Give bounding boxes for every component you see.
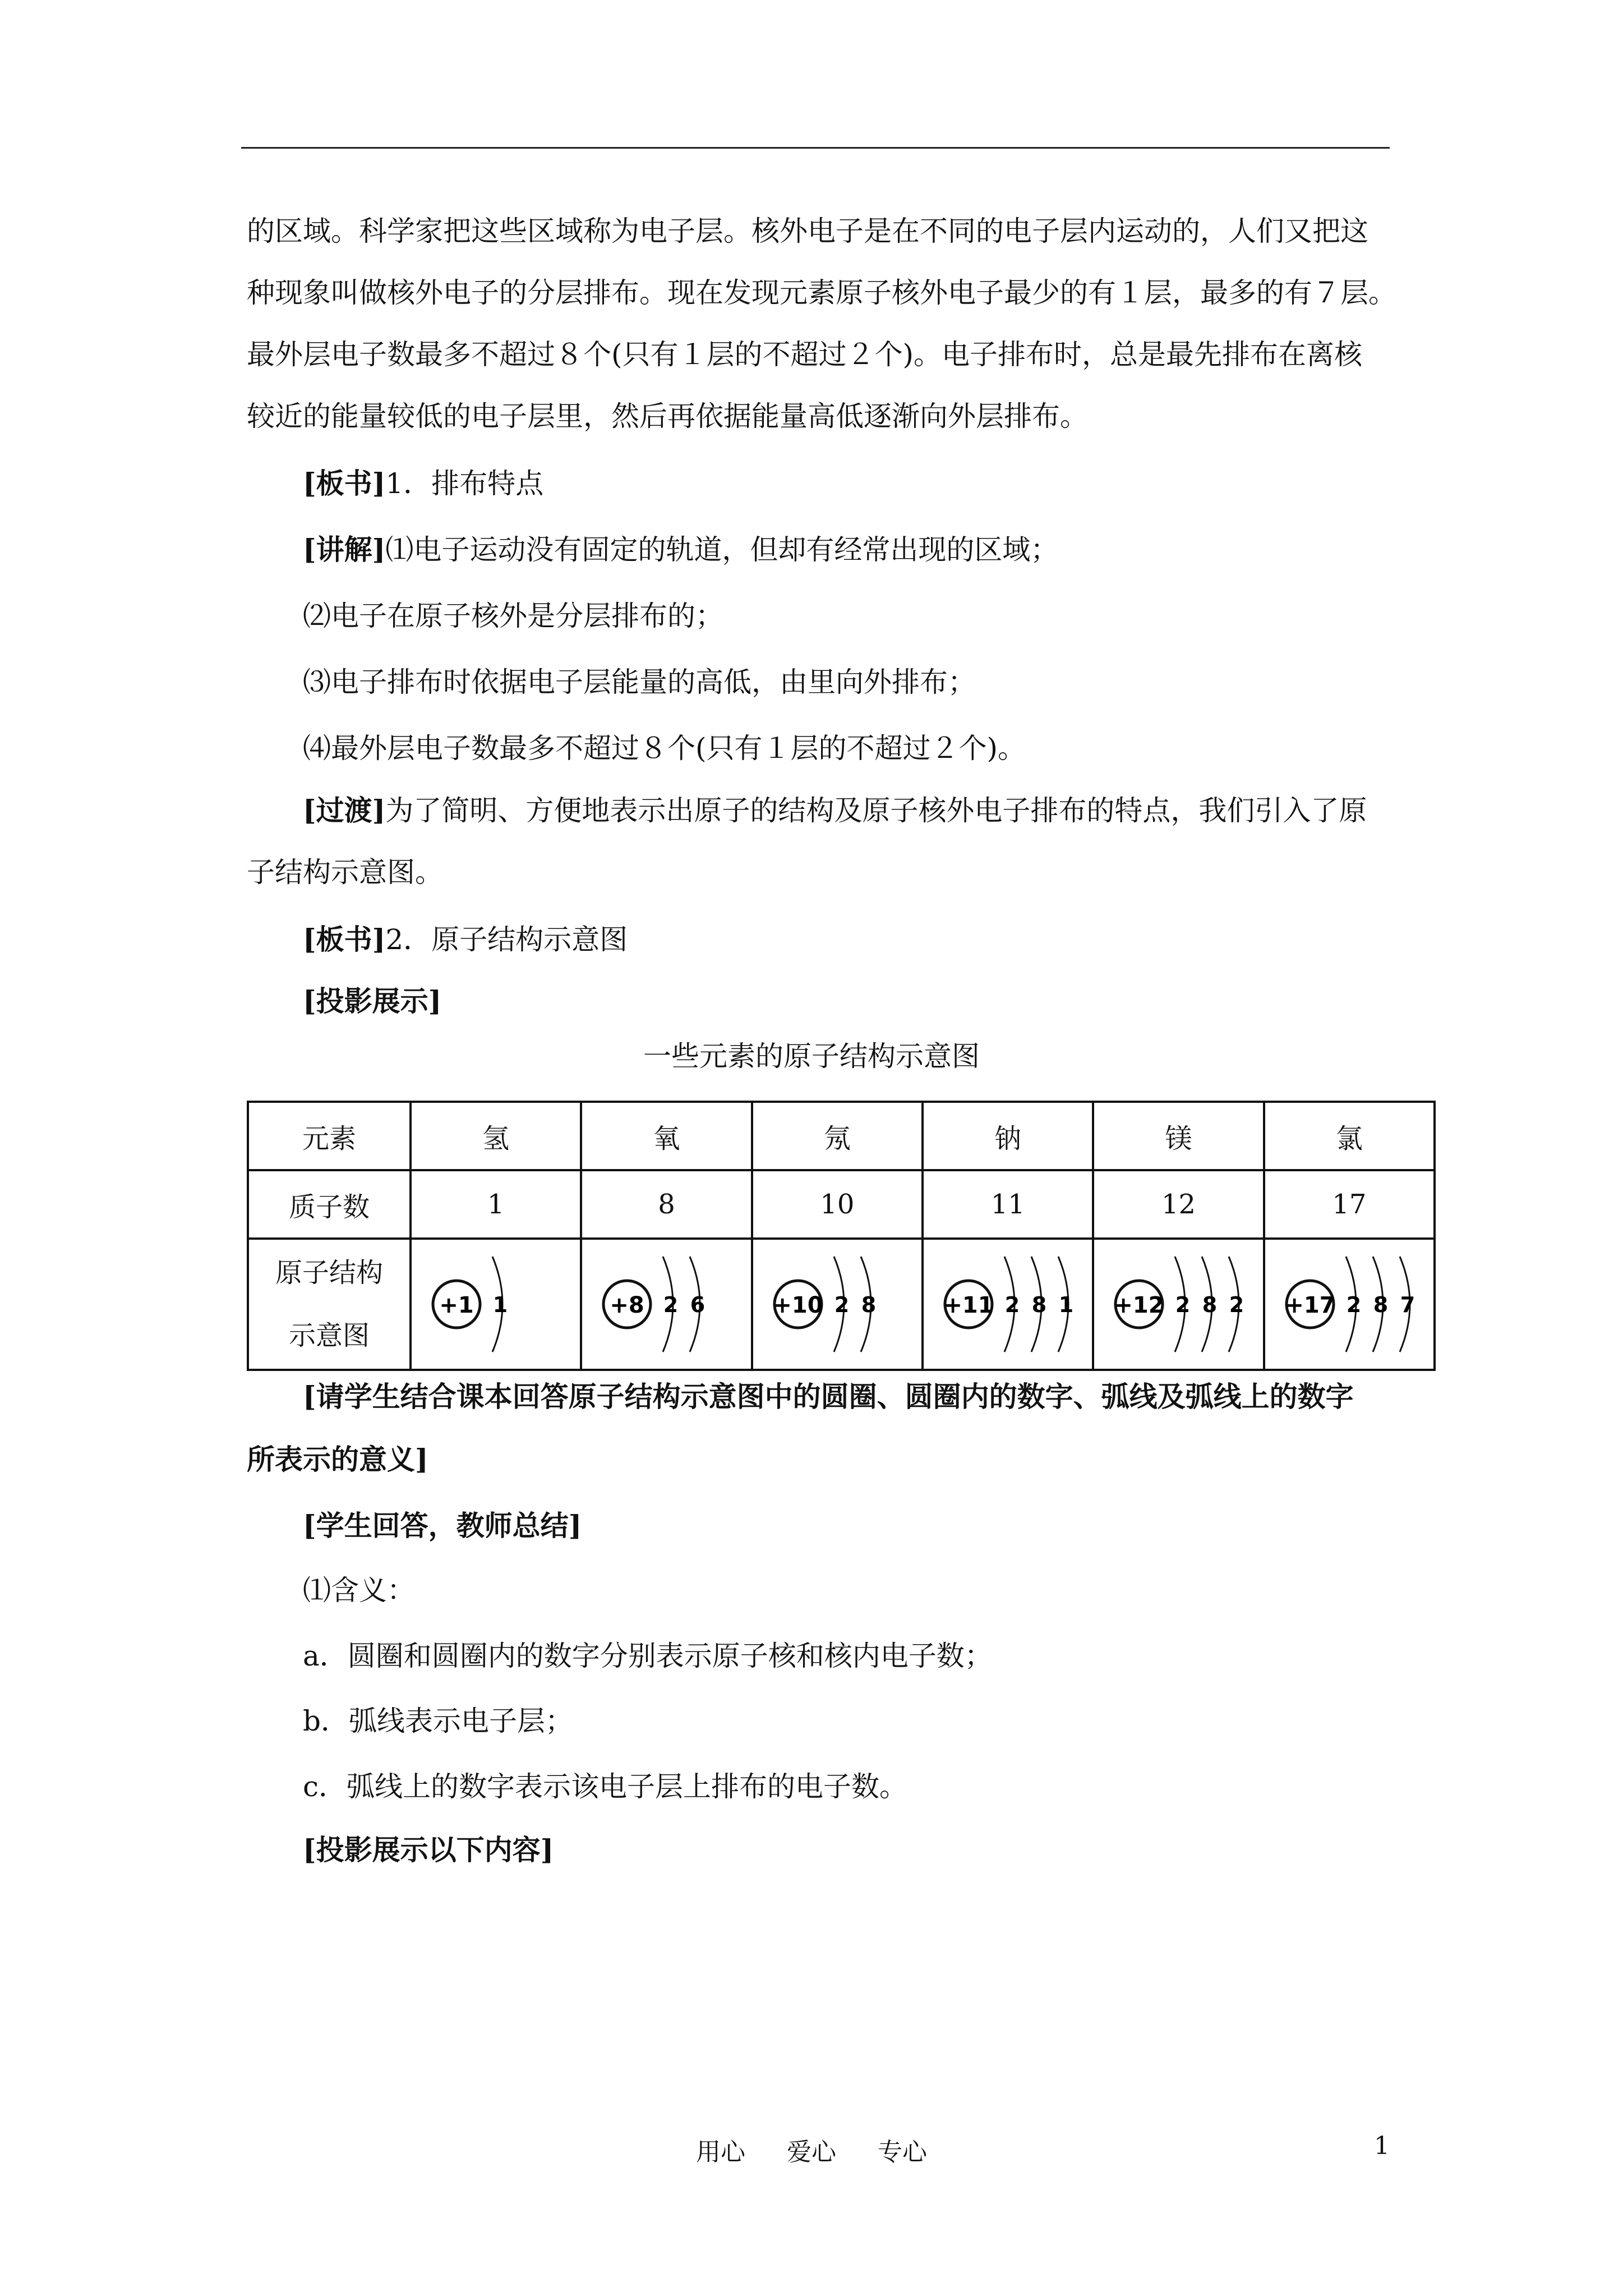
meaning-item-a: a．圆圈和圆圈内的数字分别表示原子核和核内电子数； xyxy=(303,1640,993,1672)
motto-3: 专心 xyxy=(878,2138,927,2166)
table-row xyxy=(248,1102,1435,1170)
board-note-2 xyxy=(303,923,628,956)
atom-diagram-magnesium xyxy=(1105,1251,1251,1358)
paragraph-line: 最外层电子数最多不超过８个(只有１层的不超过２个)。电子排布时，总是最先排布在离核 xyxy=(247,338,1363,371)
question-line-1: [请学生结合课本回答原子结构示意图中的圆圈、圆圈内的数字、弧线及弧线上的数字 xyxy=(303,1380,1354,1413)
explain-line xyxy=(303,533,1058,567)
transition-tag: [过渡] xyxy=(303,794,386,827)
shell-electron-count: 8 xyxy=(1373,1292,1389,1317)
table-row xyxy=(248,1239,1435,1370)
answer-heading: [学生回答，教师总结] xyxy=(303,1509,582,1542)
table-cell: 12 xyxy=(1093,1170,1264,1239)
header-rule xyxy=(241,147,1390,149)
table-cell: 11 xyxy=(923,1170,1093,1239)
diagram-cell xyxy=(923,1239,1093,1370)
motto-2: 爱心 xyxy=(787,2138,836,2166)
table-cell: 钠 xyxy=(923,1102,1093,1170)
transition-line xyxy=(303,794,1367,827)
shell-electron-count: 1 xyxy=(492,1292,508,1317)
diagram-cell xyxy=(411,1239,581,1370)
shell-electron-count: 7 xyxy=(1400,1292,1415,1317)
diagram-label-line-1: 原子结构 xyxy=(275,1257,383,1289)
board-tag: [板书] xyxy=(303,467,386,500)
row-header-protons: 质子数 xyxy=(248,1170,411,1239)
meaning-item-c: c．弧线上的数字表示该电子层上排布的电子数。 xyxy=(303,1770,908,1803)
nucleus-charge: +10 xyxy=(773,1292,823,1318)
meaning-heading: ⑴含义： xyxy=(303,1574,415,1607)
shell-electron-count: 2 xyxy=(1175,1292,1191,1317)
table-cell: 氢 xyxy=(411,1102,581,1170)
table-cell: 镁 xyxy=(1093,1102,1264,1170)
table-cell: 氯 xyxy=(1264,1102,1435,1170)
shell-electron-count: 2 xyxy=(1229,1292,1244,1317)
nucleus-charge: +11 xyxy=(943,1292,994,1318)
page-number: 1 xyxy=(1374,2132,1390,2160)
nucleus-charge: +17 xyxy=(1285,1292,1335,1318)
table-cell: 氧 xyxy=(581,1102,751,1170)
projection-heading: [投影展示] xyxy=(303,984,442,1018)
meaning-item-b: b．弧线表示电子层； xyxy=(303,1705,574,1737)
atom-diagram-oxygen xyxy=(593,1251,739,1358)
table-row xyxy=(248,1170,1435,1239)
transition-text: 为了简明、方便地表示出原子的结构及原子核外电子排布的特点，我们引入了原 xyxy=(385,794,1367,827)
table-cell: 10 xyxy=(752,1170,923,1239)
atom-diagram-sodium xyxy=(935,1251,1081,1358)
diagram-cell xyxy=(581,1239,751,1370)
diagram-cell xyxy=(752,1239,923,1370)
atom-diagram-hydrogen xyxy=(423,1251,569,1358)
diagram-label-line-2: 示意图 xyxy=(288,1320,370,1351)
explain-tag: [讲解] xyxy=(303,533,386,566)
explain-text: ⑴电子运动没有固定的轨道，但却有经常出现的区域； xyxy=(385,533,1059,566)
shell-electron-count: 2 xyxy=(1004,1292,1020,1317)
shell-electron-count: 8 xyxy=(861,1292,877,1317)
question-line-2: 所表示的意义] xyxy=(247,1443,428,1476)
table-cell: 17 xyxy=(1264,1170,1435,1239)
nucleus-charge: +12 xyxy=(1114,1292,1165,1318)
motto-1: 用心 xyxy=(696,2138,745,2166)
transition-line-2: 子结构示意图。 xyxy=(247,856,443,889)
atom-diagram-neon xyxy=(764,1251,910,1358)
shell-electron-count: 6 xyxy=(690,1292,706,1317)
diagram-cell xyxy=(1264,1239,1435,1370)
shell-electron-count: 8 xyxy=(1031,1292,1047,1317)
shell-electron-count: 8 xyxy=(1202,1292,1218,1317)
table-cell: 氖 xyxy=(752,1102,923,1170)
board-note-1 xyxy=(303,467,543,500)
table-cell: 8 xyxy=(581,1170,751,1239)
board-text: 1．排布特点 xyxy=(385,467,544,500)
board-tag: [板书] xyxy=(303,923,386,956)
projection-heading-2: [投影展示以下内容] xyxy=(303,1833,554,1866)
shell-electron-count: 2 xyxy=(663,1292,679,1317)
table-cell: 1 xyxy=(411,1170,581,1239)
diagram-cell xyxy=(1093,1239,1264,1370)
nucleus-charge: +8 xyxy=(610,1292,645,1318)
paragraph-line: 的区域。科学家把这些区域称为电子层。核外电子是在不同的电子层内运动的，人们又把这 xyxy=(247,215,1368,247)
row-header-diagram xyxy=(248,1239,411,1370)
point-3: ⑶电子排布时依据电子层能量的高低，由里向外排布； xyxy=(303,666,976,698)
table-caption: 一些元素的原子结构示意图 xyxy=(643,1040,980,1073)
shell-electron-count: 2 xyxy=(834,1292,850,1317)
atom-structure-table xyxy=(247,1101,1436,1371)
paragraph-line: 较近的能量较低的电子层里，然后再依据能量高低逐渐向外层排布。 xyxy=(247,400,1088,432)
point-4: ⑷最外层电子数最多不超过８个(只有１层的不超过２个)。 xyxy=(303,732,1026,765)
nucleus-charge: +1 xyxy=(439,1292,474,1318)
point-2: ⑵电子在原子核外是分层排布的； xyxy=(303,600,723,632)
atom-diagram-chlorine xyxy=(1276,1251,1422,1358)
row-header-element: 元素 xyxy=(248,1102,411,1170)
paragraph-line: 种现象叫做核外电子的分层排布。现在发现元素原子核外电子最少的有１层，最多的有７层。 xyxy=(247,277,1396,309)
shell-electron-count: 2 xyxy=(1346,1292,1362,1317)
shell-electron-count: 1 xyxy=(1058,1292,1074,1317)
board-text: 2．原子结构示意图 xyxy=(385,923,628,956)
